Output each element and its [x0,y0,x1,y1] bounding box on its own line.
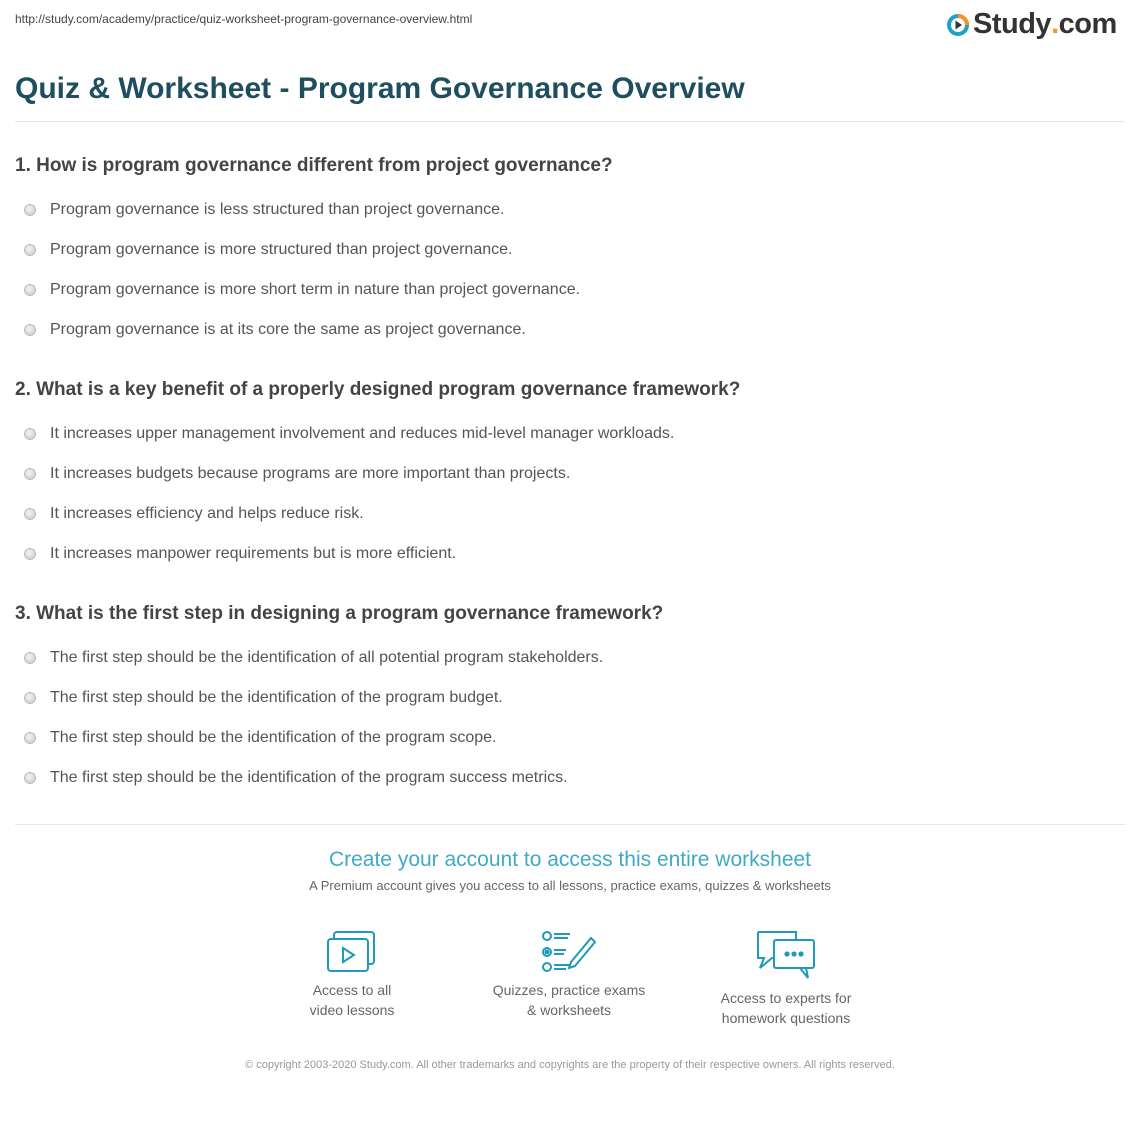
play-logo-icon [946,13,970,37]
answer-option[interactable] [15,414,740,454]
answer-text: It increases efficiency and helps reduce risk. [50,505,364,522]
answer-option[interactable] [15,534,740,574]
feature-experts [686,930,886,1028]
radio-button[interactable] [24,652,36,664]
answer-text: The first step should be the identification of all potential program stakeholders. [50,649,604,666]
divider [15,121,1125,122]
answer-option[interactable] [15,718,663,758]
question-1 [15,155,613,350]
question-2 [15,379,740,574]
answer-option[interactable] [15,758,663,798]
study-logo[interactable] [946,8,1117,41]
radio-button[interactable] [24,324,36,336]
radio-button[interactable] [24,732,36,744]
answer-option[interactable] [15,494,740,534]
cta-subtitle: A Premium account gives you access to all lessons, practice exams, quizzes & worksheets [309,878,831,893]
answer-text: Program governance is at its core the same as project governance. [50,321,526,338]
answer-text: Program governance is more structured than project governance. [50,241,513,258]
radio-button[interactable] [24,428,36,440]
answer-option[interactable] [15,310,613,350]
radio-button[interactable] [24,548,36,560]
logo-tld: com [1058,8,1117,40]
answer-option[interactable] [15,638,663,678]
feature-video [252,930,452,1020]
answer-text: The first step should be the identification of the program success metrics. [50,769,568,786]
feature-quizzes [469,930,669,1020]
radio-button[interactable] [24,204,36,216]
radio-button[interactable] [24,468,36,480]
radio-button[interactable] [24,772,36,784]
answer-option[interactable] [15,454,740,494]
logo-name: Study [973,8,1052,40]
answer-option[interactable] [15,270,613,310]
answer-text: Program governance is less structured than project governance. [50,201,505,218]
feature-line2: homework questions [721,1010,851,1026]
cta-title[interactable]: Create your account to access this entire worksheet [328,848,812,871]
page-url: http://study.com/academy/practice/quiz-worksheet-program-governance-overview.html [15,12,473,26]
radio-button[interactable] [24,508,36,520]
answer-option[interactable] [15,190,613,230]
answer-text: Program governance is more short term in nature than project governance. [50,281,581,298]
feature-line1: Access to all [312,982,392,998]
answer-text: It increases manpower requirements but is more efficient. [50,545,457,562]
feature-line2: video lessons [309,1002,395,1018]
answer-option[interactable] [15,678,663,718]
answer-text: The first step should be the identification of the program budget. [50,689,503,706]
question-text: 3. What is the first step in designing a program governance framework? [15,603,664,624]
feature-line2: & worksheets [526,1002,612,1018]
page-title: Quiz & Worksheet - Program Governance Overview [15,72,745,105]
radio-button[interactable] [24,284,36,296]
copyright: © copyright 2003-2020 Study.com. All other trademarks and copyrights are the property of their respective owners. All rights reserved. [245,1059,895,1071]
feature-line1: Quizzes, practice exams [492,982,646,998]
answer-text: It increases upper management involvement and reduces mid-level manager workloads. [50,425,675,442]
chat-icon [754,930,818,982]
question-text: 1. How is program governance different from project governance? [15,155,613,176]
divider [15,824,1125,825]
signup-cta [0,848,1140,893]
logo-dot: . [1051,8,1059,40]
question-3 [15,603,663,798]
radio-button[interactable] [24,244,36,256]
radio-button[interactable] [24,692,36,704]
answer-text: It increases budgets because programs are more important than projects. [50,465,571,482]
answer-option[interactable] [15,230,613,270]
quiz-icon [541,930,597,974]
video-icon [326,930,378,974]
answer-text: The first step should be the identification of the program scope. [50,729,497,746]
question-text: 2. What is a key benefit of a properly designed program governance framework? [15,379,741,400]
feature-line1: Access to experts for [720,990,852,1006]
